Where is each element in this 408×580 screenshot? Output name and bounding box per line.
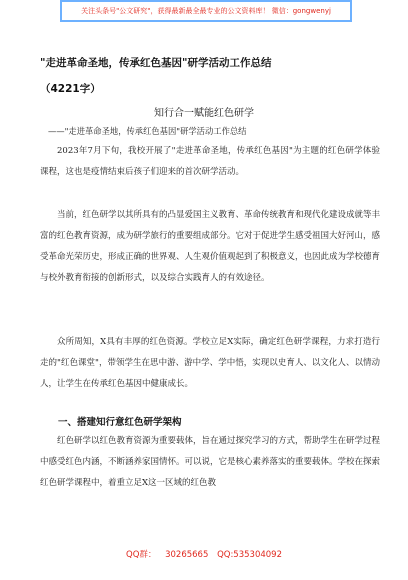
paragraph-1: 2023年7月下旬，我校开展了"走进革命圣地，传承红色基因"为主题的红色研学体验课程，这也是疫情结束后孩子们迎来的首次研学活动。 <box>40 146 380 177</box>
section-heading-1: 一、搭建知行意红色研学架构 <box>58 417 182 428</box>
document-title <box>40 50 380 102</box>
subheading: 知行合一赋能红色研学 <box>154 108 254 119</box>
title-line-2: （4221字） <box>40 83 101 95</box>
paragraph-3: 众所周知，X具有丰厚的红色资源。学校立足X实际，确定红色研学课程，力求打造行走的"红色课堂"，带领学生在思中游、游中学、学中悟，实现以史育人、以文化人、以情动人，让学生在传承红色基因中健康成长。 <box>40 337 380 389</box>
top-banner <box>60 0 352 22</box>
footer-contact: QQ群： 30265665 QQ:535304092 <box>126 550 282 560</box>
subtitle: ——"走进革命圣地，传承红色基因"研学活动工作总结 <box>48 126 247 136</box>
banner-text: 关注头条号"公文研究"，获得最新最全最专业的公文资料库！ 微信：gongwenyj <box>81 7 331 15</box>
title-line-1: "走进革命圣地，传承红色基因"研学活动工作总结 <box>40 57 272 69</box>
paragraph-2: 当前，红色研学以其所具有的凸显爱国主义教育、革命传统教育和现代化建设成就等丰富的红色教育资源，成为研学旅行的重要组成部分。它对于促进学生感受祖国大好河山，感受革命光荣历史，形成正确的世界观、人生观价值观起到了积极意义，也因此成为学校德育与校外教育衔接的创新形式，以及综合实践育人的有效途径。 <box>40 210 381 283</box>
section-1-paragraph-1: 红色研学以红色教育资源为重要载体，旨在通过探究学习的方式，帮助学生在研学过程中感受红色内涵，不断涵养家国情怀。可以说，它是核心素养落实的重要载体。学校在探索红色研学课程中，着重立足X这一区域的红色教 <box>40 436 381 488</box>
